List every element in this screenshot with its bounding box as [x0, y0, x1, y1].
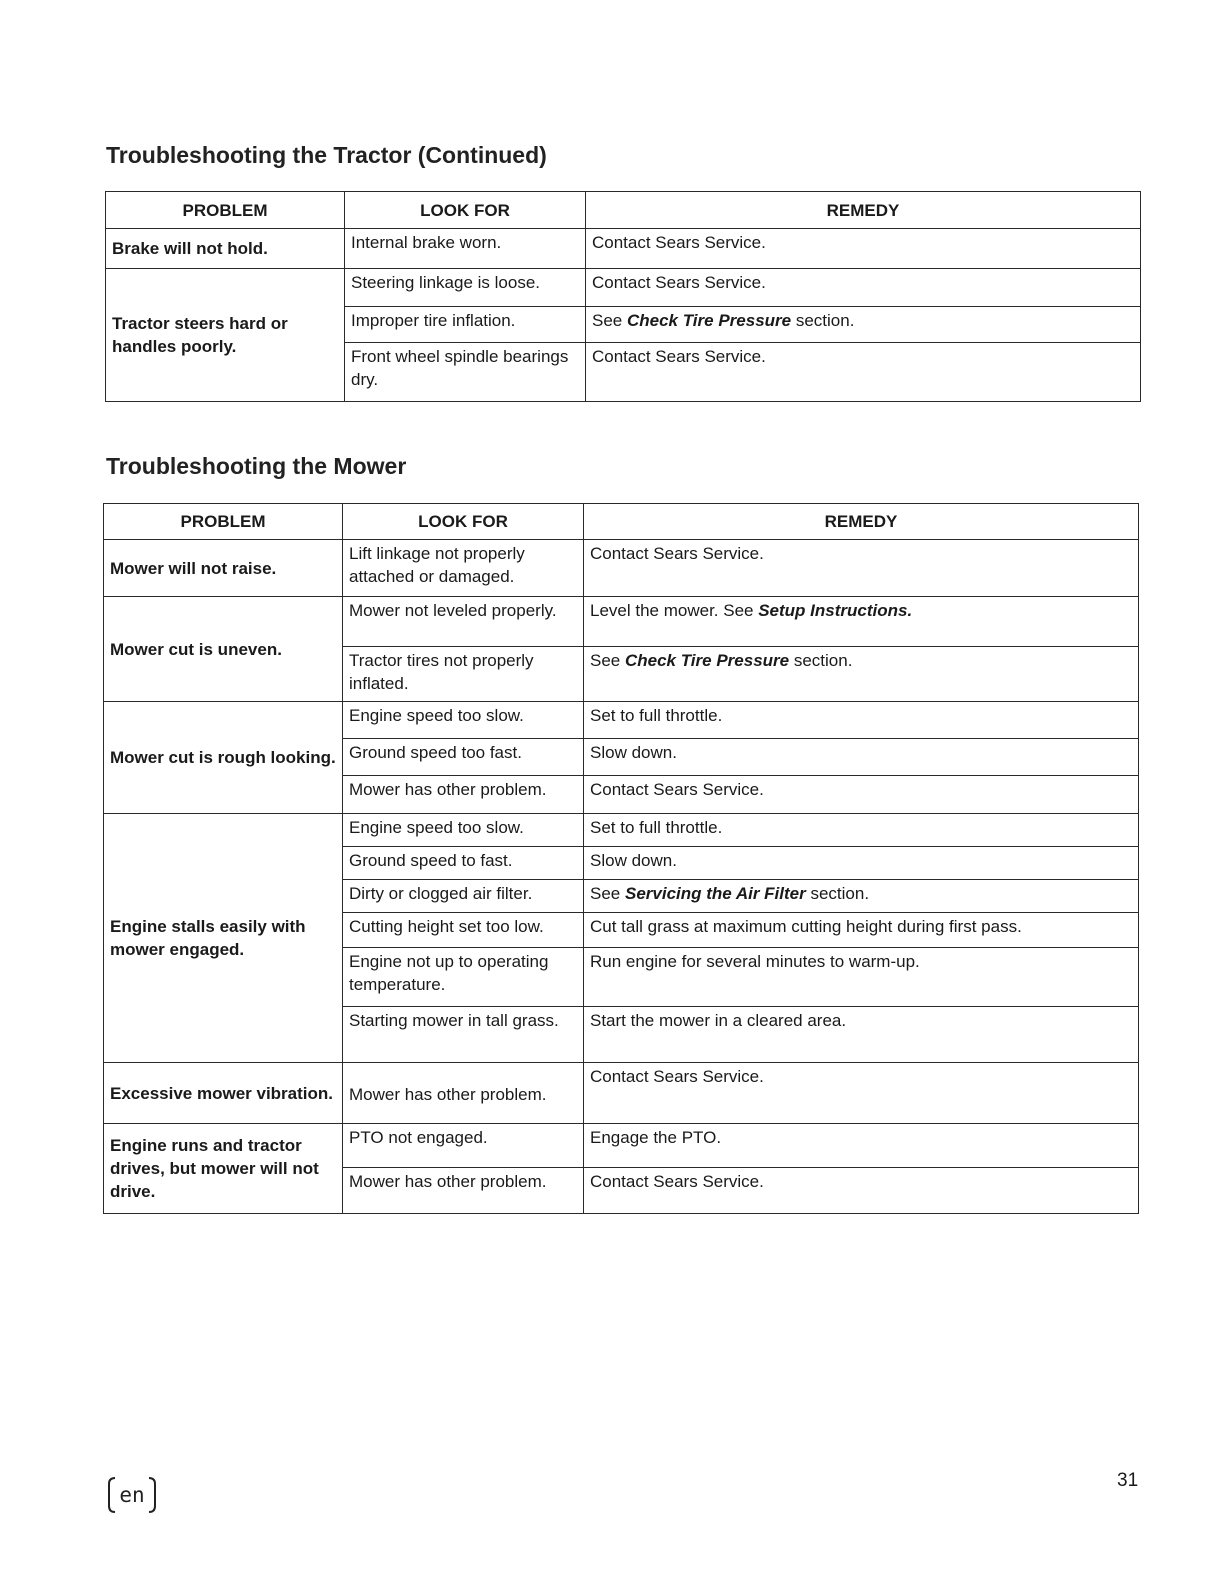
problem-cell: Engine runs and tractor drives, but mower will not drive. [104, 1124, 343, 1214]
look-for-cell: Improper tire inflation. [345, 307, 586, 343]
look-for-cell: Internal brake worn. [345, 229, 586, 269]
remedy-cell [584, 647, 1139, 702]
look-for-cell: PTO not engaged. [343, 1124, 584, 1168]
look-for-cell: Engine not up to operating temperature. [343, 948, 584, 1007]
remedy-cell: Start the mower in a cleared area. [584, 1007, 1139, 1063]
table-row [104, 597, 1139, 647]
remedy-cell: Contact Sears Service. [586, 343, 1141, 402]
section-reference: Servicing the Air Filter [624, 884, 806, 903]
table-row [104, 702, 1139, 739]
remedy-cell: Contact Sears Service. [584, 1063, 1139, 1124]
look-for-cell: Steering linkage is loose. [345, 269, 586, 307]
header-remedy: REMEDY [584, 504, 1139, 540]
look-for-cell: Starting mower in tall grass. [343, 1007, 584, 1063]
section-reference: Setup Instructions. [758, 601, 913, 620]
problem-cell: Excessive mower vibration. [104, 1063, 343, 1124]
table-row [104, 1063, 1139, 1124]
remedy-text: See [592, 311, 623, 330]
remedy-text: See [590, 884, 621, 903]
remedy-cell: Contact Sears Service. [584, 540, 1139, 597]
badge-left-bracket-icon [109, 1478, 115, 1512]
look-for-cell: Lift linkage not properly attached or damaged. [343, 540, 584, 597]
remedy-cell: Contact Sears Service. [586, 229, 1141, 269]
table-row [106, 269, 1141, 307]
problem-cell: Mower will not raise. [104, 540, 343, 597]
look-for-cell: Ground speed too fast. [343, 739, 584, 776]
remedy-cell: Cut tall grass at maximum cutting height during first pass. [584, 913, 1139, 948]
page-number: 31 [1117, 1470, 1139, 1491]
remedy-cell [584, 880, 1139, 913]
remedy-cell: Contact Sears Service. [586, 269, 1141, 307]
section-reference: Check Tire Pressure [626, 311, 792, 330]
table-header-row [106, 192, 1141, 229]
remedy-cell: Engage the PTO. [584, 1124, 1139, 1168]
look-for-cell: Engine speed too slow. [343, 814, 584, 847]
mower-section-title: Troubleshooting the Mower [106, 453, 407, 479]
table-row [106, 229, 1141, 269]
problem-cell: Brake will not hold. [106, 229, 345, 269]
badge-right-bracket-icon [149, 1478, 155, 1512]
problem-cell: Engine stalls easily with mower engaged. [104, 814, 343, 1063]
look-for-cell: Dirty or clogged air filter. [343, 880, 584, 913]
remedy-cell [584, 597, 1139, 647]
problem-cell: Mower cut is rough looking. [104, 702, 343, 814]
look-for-cell: Ground speed to fast. [343, 847, 584, 880]
look-for-cell: Front wheel spindle bearings dry. [345, 343, 586, 402]
look-for-cell: Mower has other problem. [343, 1063, 584, 1124]
look-for-cell: Mower has other problem. [343, 776, 584, 814]
header-look-for: LOOK FOR [345, 192, 586, 229]
language-badge [107, 1476, 157, 1514]
remedy-cell: Slow down. [584, 847, 1139, 880]
look-for-cell: Mower not leveled properly. [343, 597, 584, 647]
look-for-cell: Cutting height set too low. [343, 913, 584, 948]
remedy-cell: Set to full throttle. [584, 814, 1139, 847]
tractor-troubleshooting-table [105, 191, 1141, 402]
remedy-cell: Run engine for several minutes to warm-up. [584, 948, 1139, 1007]
tractor-section-title: Troubleshooting the Tractor (Continued) [106, 142, 547, 168]
header-look-for: LOOK FOR [343, 504, 584, 540]
remedy-text: section. [795, 311, 855, 330]
remedy-text: See [590, 651, 621, 670]
remedy-cell: Contact Sears Service. [584, 1168, 1139, 1214]
remedy-text: Level the mower. See [590, 601, 754, 620]
header-remedy: REMEDY [586, 192, 1141, 229]
table-header-row [104, 504, 1139, 540]
section-reference: Check Tire Pressure [624, 651, 790, 670]
header-problem: PROBLEM [106, 192, 345, 229]
remedy-cell [586, 307, 1141, 343]
header-problem: PROBLEM [104, 504, 343, 540]
language-code: en [119, 1483, 145, 1507]
look-for-cell: Mower has other problem. [343, 1168, 584, 1214]
remedy-text: section. [793, 651, 853, 670]
table-row [104, 540, 1139, 597]
problem-cell: Tractor steers hard or handles poorly. [106, 269, 345, 402]
mower-troubleshooting-table [103, 503, 1139, 1214]
table-row [104, 814, 1139, 847]
remedy-cell: Set to full throttle. [584, 702, 1139, 739]
remedy-cell: Contact Sears Service. [584, 776, 1139, 814]
look-for-cell: Engine speed too slow. [343, 702, 584, 739]
look-for-cell: Tractor tires not properly inflated. [343, 647, 584, 702]
table-row [104, 1124, 1139, 1168]
remedy-text: section. [810, 884, 870, 903]
problem-cell: Mower cut is uneven. [104, 597, 343, 702]
remedy-cell: Slow down. [584, 739, 1139, 776]
